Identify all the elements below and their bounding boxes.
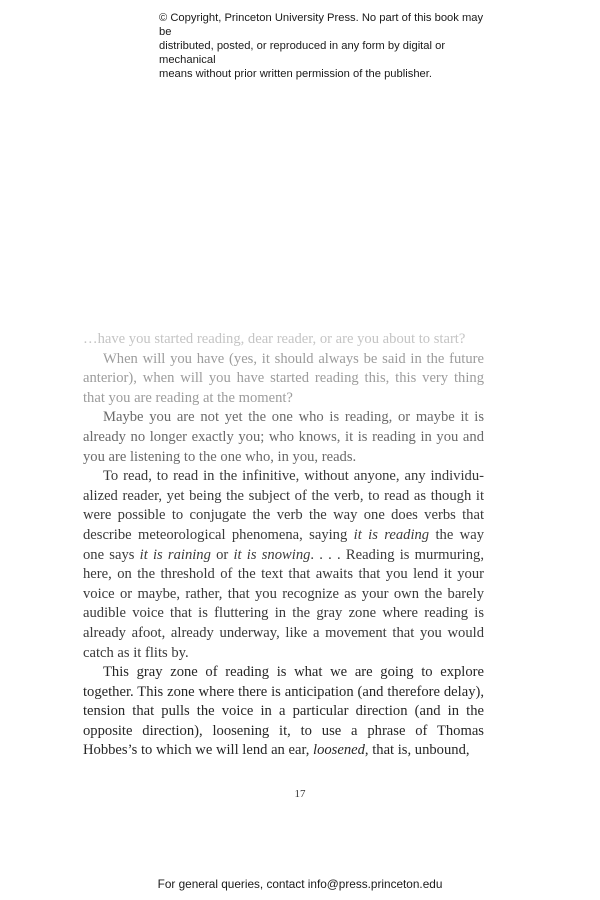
emphasis: it is snowing	[233, 546, 311, 563]
copyright-line: means without prior written permission of the publisher.	[159, 68, 432, 80]
emphasis: it is reading	[353, 526, 430, 543]
text-run: , that is, unbound,	[364, 742, 470, 759]
text-run: the way one says	[83, 526, 484, 563]
paragraph: Maybe you are not yet the one who is reading, or maybe it is already no longer exactly you; who knows, it is reading in you and you are listening to the one who, in you, reads.	[83, 409, 484, 465]
copyright-line: distributed, posted, or reproduced in any form by digital or mechanical	[159, 40, 446, 66]
text-run: or	[210, 546, 234, 563]
text-run: This gray zone of reading is what we are going to explore together. This zone where there is anticipation (and therefore delay), tension that pulls the voice in a particular direction (and in the opposite direction), loosening it, to use a phrase of Thomas Hobbes’s to which we will lend an ear,	[83, 664, 484, 759]
copyright-line: © Copyright, Princeton University Press. No part of this book may be	[159, 12, 484, 38]
paragraph: When will you have (yes, it should always be said in the future anterior), when will you have started reading this, this very thing that you are reading at the moment?	[83, 350, 484, 406]
text-run: . . . . Reading is murmuring, here, on the threshold of the text that awaits that you lend it your voice or maybe, rather, that you recognize as your own the barely audible voice that is fluttering in the gray zone where reading is already afoot, already underway, like a movement that you would catch as it flits by.	[83, 546, 484, 661]
page-number: 17	[294, 788, 306, 800]
paragraph	[83, 467, 484, 663]
paragraph	[83, 663, 484, 761]
emphasis: it is raining	[139, 546, 211, 563]
contact-footer: For general queries, contact info@press.princeton.edu	[157, 877, 443, 891]
copyright-notice	[159, 11, 489, 81]
emphasis: loosened	[313, 742, 365, 759]
chapter-body	[83, 330, 484, 761]
text-run: To read, to read in the infinitive, without anyone, any individu-alized reader, yet being the subject of the verb, to read as though it were possible to conjugate the verb the way one does verbs that describe meteorological phenomena, saying	[83, 468, 484, 543]
paragraph-opening: …have you started reading, dear reader, or are you about to start?	[83, 331, 466, 347]
